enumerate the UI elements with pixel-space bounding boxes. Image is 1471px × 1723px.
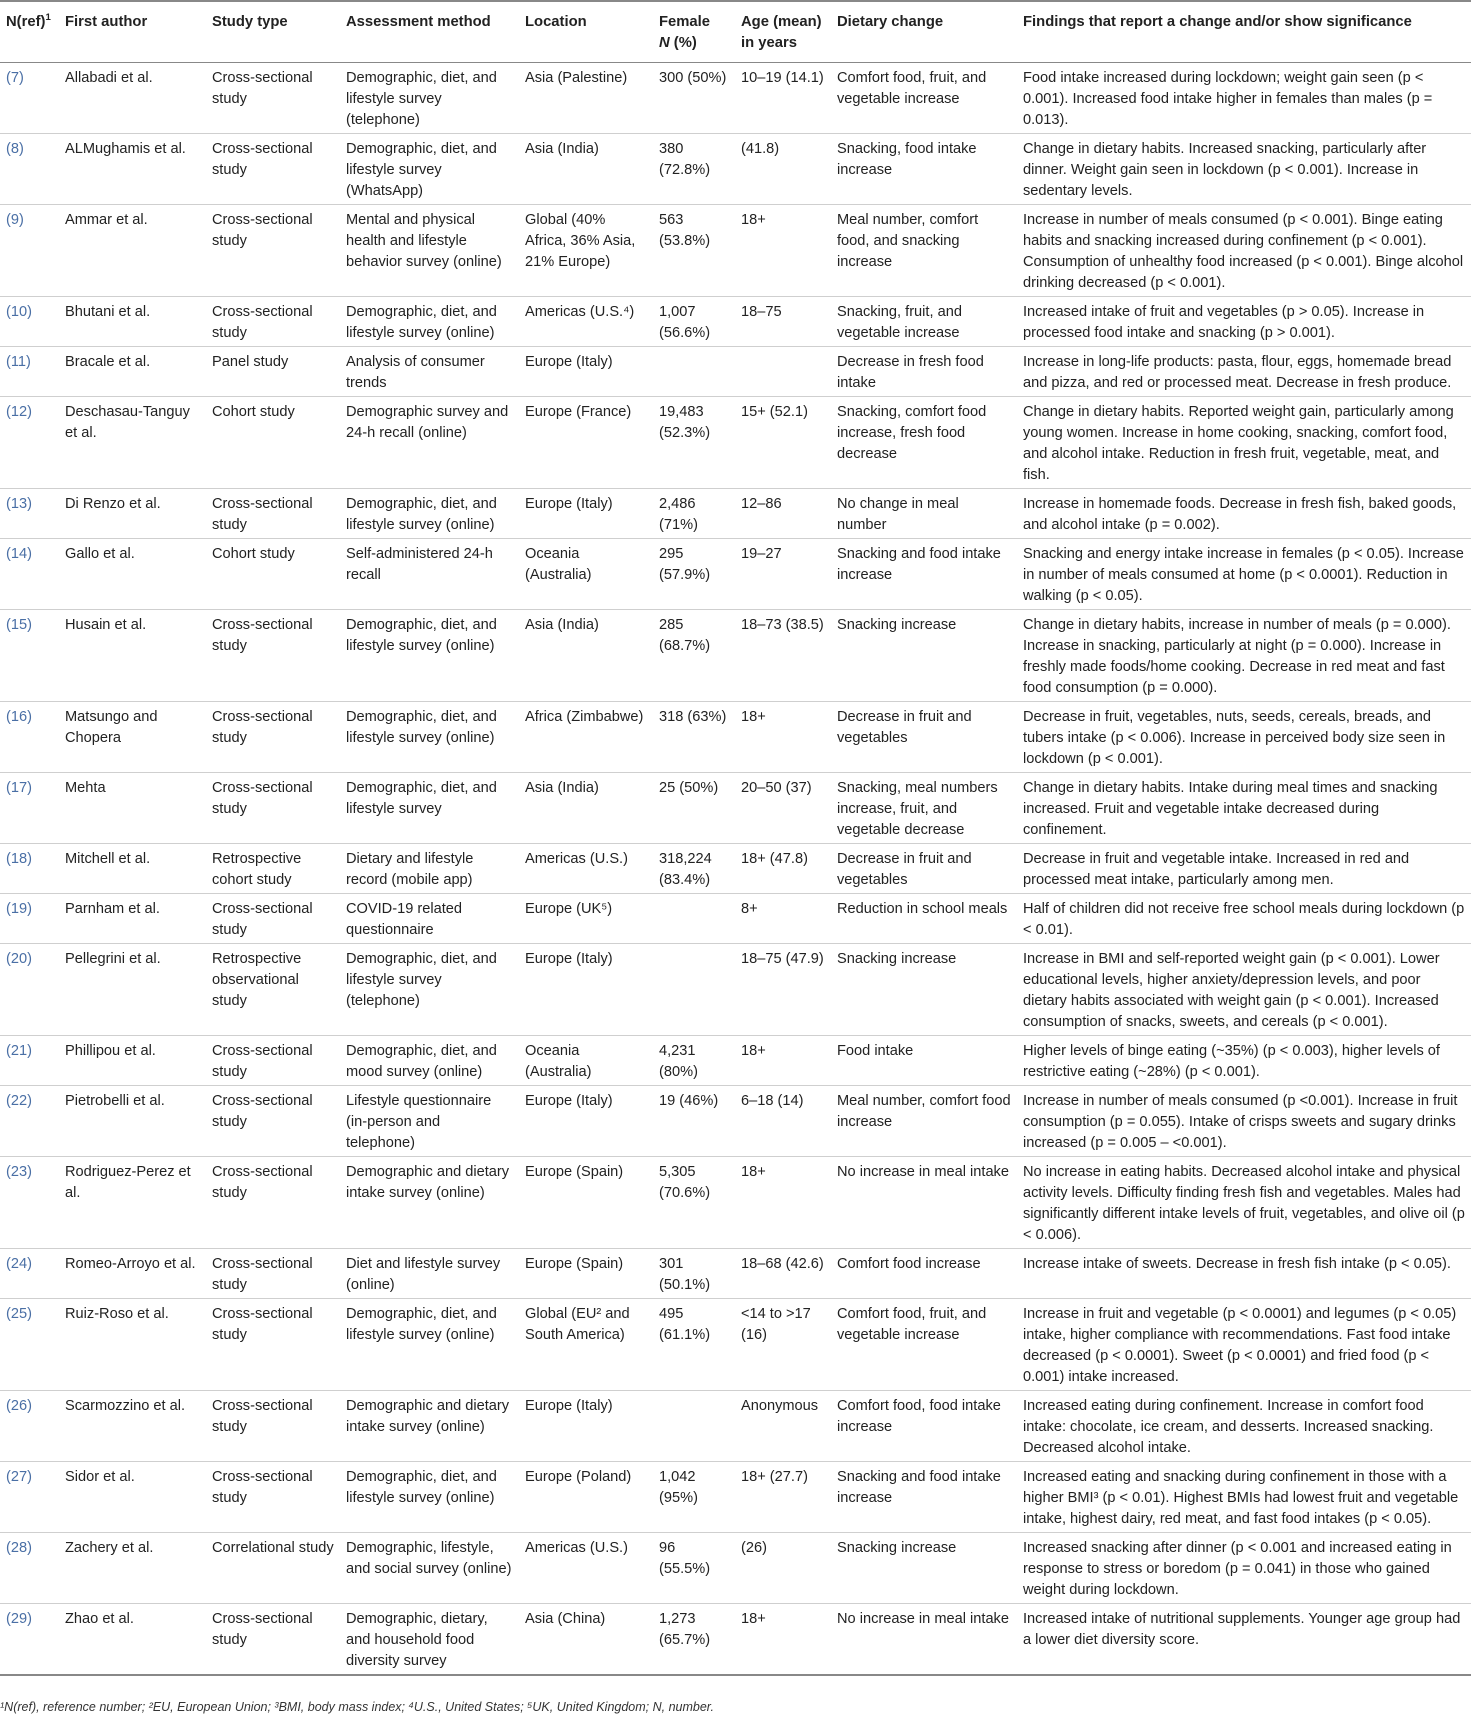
cell-findings: Half of children did not receive free school meals during lockdown (p < 0.01).	[1017, 894, 1471, 944]
cell-findings: Higher levels of binge eating (~35%) (p < 0.003), higher levels of restrictive eating (~28%) (p < 0.001).	[1017, 1036, 1471, 1086]
cell-dietary-change: Snacking, fruit, and vegetable increase	[831, 297, 1017, 347]
cell-dietary-change: Comfort food increase	[831, 1249, 1017, 1299]
cell-first-author: Phillipou et al.	[59, 1036, 206, 1086]
cell-ref: (24)	[0, 1249, 59, 1299]
cell-ref: (11)	[0, 347, 59, 397]
cell-first-author: Sidor et al.	[59, 1462, 206, 1533]
cell-assessment-method: Demographic, dietary, and household food diversity survey	[340, 1604, 519, 1676]
header-row	[0, 1, 1471, 63]
cell-study-type: Cohort study	[206, 397, 340, 489]
cell-female: 495 (61.1%)	[653, 1299, 735, 1391]
cell-first-author: Pellegrini et al.	[59, 944, 206, 1036]
table-row	[0, 1533, 1471, 1604]
cell-study-type: Cross-sectional study	[206, 134, 340, 205]
cell-female: 318 (63%)	[653, 702, 735, 773]
cell-findings: Decrease in fruit and vegetable intake. Increased in red and processed meat intake, particularly among men.	[1017, 844, 1471, 894]
cell-ref: (19)	[0, 894, 59, 944]
cell-dietary-change: Snacking and food intake increase	[831, 1462, 1017, 1533]
table-row	[0, 489, 1471, 539]
cell-female: 295 (57.9%)	[653, 539, 735, 610]
cell-location: Europe (Italy)	[519, 489, 653, 539]
cell-findings: No increase in eating habits. Decreased alcohol intake and physical activity levels. Difficulty finding fresh fish and vegetables. Males had significantly different intake levels of fruit, vegetables, and olive oil (p < 0.006).	[1017, 1157, 1471, 1249]
table-row	[0, 1036, 1471, 1086]
cell-assessment-method: Demographic, diet, and lifestyle survey	[340, 773, 519, 844]
cell-first-author: Mitchell et al.	[59, 844, 206, 894]
cell-assessment-method: Self-administered 24-h recall	[340, 539, 519, 610]
cell-study-type: Cross-sectional study	[206, 1036, 340, 1086]
cell-assessment-method: Demographic, diet, and lifestyle survey (online)	[340, 297, 519, 347]
cell-dietary-change: Snacking, food intake increase	[831, 134, 1017, 205]
cell-study-type: Retrospective observational study	[206, 944, 340, 1036]
cell-age: (41.8)	[735, 134, 831, 205]
cell-first-author: Di Renzo et al.	[59, 489, 206, 539]
cell-dietary-change: Decrease in fruit and vegetables	[831, 844, 1017, 894]
cell-dietary-change: Snacking, meal numbers increase, fruit, and vegetable decrease	[831, 773, 1017, 844]
cell-ref: (9)	[0, 205, 59, 297]
cell-dietary-change: Snacking increase	[831, 1533, 1017, 1604]
cell-location: Europe (Spain)	[519, 1157, 653, 1249]
cell-study-type: Cross-sectional study	[206, 1157, 340, 1249]
cell-study-type: Cross-sectional study	[206, 1086, 340, 1157]
cell-study-type: Cross-sectional study	[206, 1249, 340, 1299]
cell-age: 12–86	[735, 489, 831, 539]
cell-ref: (18)	[0, 844, 59, 894]
cell-assessment-method: Dietary and lifestyle record (mobile app)	[340, 844, 519, 894]
header-nref: N(ref)$^1$	[0, 1, 59, 63]
table-footnote: ¹N(ref), reference number; ²EU, European Union; ³BMI, body mass index; ⁴U.S., United States; ⁵UK, United Kingdom; N, number.	[0, 1700, 714, 1714]
table-row	[0, 610, 1471, 702]
cell-age: 18+	[735, 1036, 831, 1086]
cell-female	[653, 347, 735, 397]
table-row	[0, 844, 1471, 894]
cell-age: (26)	[735, 1533, 831, 1604]
table-row	[0, 1086, 1471, 1157]
cell-location: Americas (U.S.⁴)	[519, 297, 653, 347]
header-female: Female N (%)	[653, 1, 735, 63]
cell-location: Europe (France)	[519, 397, 653, 489]
cell-first-author: Allabadi et al.	[59, 63, 206, 134]
cell-findings: Change in dietary habits. Intake during meal times and snacking increased. Fruit and vegetable intake decreased during confinement.	[1017, 773, 1471, 844]
cell-study-type: Cross-sectional study	[206, 205, 340, 297]
cell-location: Europe (UK⁵)	[519, 894, 653, 944]
cell-assessment-method: Demographic, diet, and lifestyle survey (WhatsApp)	[340, 134, 519, 205]
cell-female: 96 (55.5%)	[653, 1533, 735, 1604]
cell-first-author: Romeo-Arroyo et al.	[59, 1249, 206, 1299]
cell-dietary-change: Snacking and food intake increase	[831, 539, 1017, 610]
table-row	[0, 1299, 1471, 1391]
cell-location: Oceania (Australia)	[519, 1036, 653, 1086]
cell-assessment-method: Demographic, diet, and lifestyle survey (telephone)	[340, 944, 519, 1036]
cell-age: 10–19 (14.1)	[735, 63, 831, 134]
cell-dietary-change: Snacking increase	[831, 944, 1017, 1036]
cell-assessment-method: COVID-19 related questionnaire	[340, 894, 519, 944]
cell-location: Europe (Italy)	[519, 944, 653, 1036]
table-row	[0, 773, 1471, 844]
cell-age: Anonymous	[735, 1391, 831, 1462]
cell-dietary-change: No increase in meal intake	[831, 1157, 1017, 1249]
cell-first-author: Deschasau-Tanguy et al.	[59, 397, 206, 489]
cell-dietary-change: No increase in meal intake	[831, 1604, 1017, 1676]
cell-first-author: Husain et al.	[59, 610, 206, 702]
cell-ref: (29)	[0, 1604, 59, 1676]
cell-dietary-change: Reduction in school meals	[831, 894, 1017, 944]
table-row	[0, 944, 1471, 1036]
cell-dietary-change: Comfort food, fruit, and vegetable increase	[831, 1299, 1017, 1391]
cell-location: Europe (Spain)	[519, 1249, 653, 1299]
cell-female: 318,224 (83.4%)	[653, 844, 735, 894]
cell-location: Asia (China)	[519, 1604, 653, 1676]
cell-assessment-method: Mental and physical health and lifestyle behavior survey (online)	[340, 205, 519, 297]
cell-dietary-change: Decrease in fruit and vegetables	[831, 702, 1017, 773]
cell-findings: Snacking and energy intake increase in females (p < 0.05). Increase in number of meals consumed at home (p < 0.0001). Reduction in walking (p < 0.05).	[1017, 539, 1471, 610]
cell-first-author: Bhutani et al.	[59, 297, 206, 347]
cell-first-author: Pietrobelli et al.	[59, 1086, 206, 1157]
cell-findings: Food intake increased during lockdown; weight gain seen (p < 0.001). Increased food intake higher in females than males (p = 0.013).	[1017, 63, 1471, 134]
cell-study-type: Cross-sectional study	[206, 1299, 340, 1391]
cell-first-author: Zhao et al.	[59, 1604, 206, 1676]
cell-ref: (16)	[0, 702, 59, 773]
cell-study-type: Cross-sectional study	[206, 1462, 340, 1533]
cell-location: Europe (Italy)	[519, 347, 653, 397]
cell-ref: (17)	[0, 773, 59, 844]
cell-first-author: Scarmozzino et al.	[59, 1391, 206, 1462]
cell-female: 285 (68.7%)	[653, 610, 735, 702]
cell-first-author: Parnham et al.	[59, 894, 206, 944]
cell-study-type: Cross-sectional study	[206, 489, 340, 539]
cell-female: 5,305 (70.6%)	[653, 1157, 735, 1249]
cell-dietary-change: Snacking, comfort food increase, fresh food decrease	[831, 397, 1017, 489]
cell-assessment-method: Analysis of consumer trends	[340, 347, 519, 397]
cell-first-author: Ruiz-Roso et al.	[59, 1299, 206, 1391]
cell-assessment-method: Lifestyle questionnaire (in-person and telephone)	[340, 1086, 519, 1157]
cell-location: Europe (Italy)	[519, 1086, 653, 1157]
cell-first-author: Zachery et al.	[59, 1533, 206, 1604]
cell-age: 18+	[735, 702, 831, 773]
cell-findings: Increase in long-life products: pasta, flour, eggs, homemade bread and pizza, and red or processed meat. Decrease in fresh produce.	[1017, 347, 1471, 397]
cell-location: Asia (Palestine)	[519, 63, 653, 134]
cell-study-type: Cohort study	[206, 539, 340, 610]
table-row	[0, 894, 1471, 944]
cell-study-type: Cross-sectional study	[206, 63, 340, 134]
cell-dietary-change: Snacking increase	[831, 610, 1017, 702]
cell-ref: (7)	[0, 63, 59, 134]
cell-study-type: Cross-sectional study	[206, 297, 340, 347]
cell-study-type: Cross-sectional study	[206, 702, 340, 773]
cell-age: 18–73 (38.5)	[735, 610, 831, 702]
cell-location: Europe (Italy)	[519, 1391, 653, 1462]
cell-age: 18–68 (42.6)	[735, 1249, 831, 1299]
cell-location: Global (EU² and South America)	[519, 1299, 653, 1391]
cell-female: 300 (50%)	[653, 63, 735, 134]
cell-study-type: Cross-sectional study	[206, 1604, 340, 1676]
cell-findings: Increase in fruit and vegetable (p < 0.0001) and legumes (p < 0.05) intake, higher compliance with recommendations. Fast food intake decreased (p < 0.0001). Sweet (p < 0.0001) and fried food (p < 0.001) intake increased.	[1017, 1299, 1471, 1391]
cell-assessment-method: Demographic, diet, and mood survey (online)	[340, 1036, 519, 1086]
cell-ref: (20)	[0, 944, 59, 1036]
cell-age	[735, 347, 831, 397]
cell-age: 18+ (27.7)	[735, 1462, 831, 1533]
cell-location: Asia (India)	[519, 610, 653, 702]
cell-age: 15+ (52.1)	[735, 397, 831, 489]
cell-first-author: Bracale et al.	[59, 347, 206, 397]
cell-findings: Increased eating and snacking during confinement in those with a higher BMI³ (p < 0.01). Highest BMIs had lowest fruit and vegetable intake, highest dairy, red meat, and fast food intakes (p < 0.05).	[1017, 1462, 1471, 1533]
cell-age: 6–18 (14)	[735, 1086, 831, 1157]
cell-assessment-method: Demographic, diet, and lifestyle survey (online)	[340, 1299, 519, 1391]
cell-dietary-change: Meal number, comfort food increase	[831, 1086, 1017, 1157]
table-header	[0, 1, 1471, 63]
header-study-type: Study type	[206, 1, 340, 63]
cell-ref: (27)	[0, 1462, 59, 1533]
cell-age: 18–75	[735, 297, 831, 347]
cell-dietary-change: Comfort food, fruit, and vegetable increase	[831, 63, 1017, 134]
cell-first-author: Rodriguez-Perez et al.	[59, 1157, 206, 1249]
cell-ref: (13)	[0, 489, 59, 539]
cell-assessment-method: Demographic, diet, and lifestyle survey (online)	[340, 610, 519, 702]
cell-dietary-change: Comfort food, food intake increase	[831, 1391, 1017, 1462]
cell-findings: Increased eating during confinement. Increase in comfort food intake: chocolate, ice cream, and desserts. Increased snacking. Decreased alcohol intake.	[1017, 1391, 1471, 1462]
cell-findings: Change in dietary habits. Reported weight gain, particularly among young women. Increase in home cooking, snacking, comfort food, and alcohol intake. Reduction in fresh fruit, vegetable, meat, and fish.	[1017, 397, 1471, 489]
cell-findings: Change in dietary habits, increase in number of meals (p = 0.000). Increase in snacking, particularly at night (p = 0.000). Increase in freshly made foods/home cooking. Decrease in red meat and fast food consumption (p = 0.000).	[1017, 610, 1471, 702]
header-assessment-method: Assessment method	[340, 1, 519, 63]
cell-findings: Increase in number of meals consumed (p < 0.001). Binge eating habits and snacking increased during confinement (p < 0.001). Consumption of unhealthy food increased (p < 0.001). Binge alcohol drinking decreased (p < 0.001).	[1017, 205, 1471, 297]
cell-age: 18–75 (47.9)	[735, 944, 831, 1036]
cell-location: Americas (U.S.)	[519, 1533, 653, 1604]
cell-assessment-method: Demographic, diet, and lifestyle survey (telephone)	[340, 63, 519, 134]
cell-female	[653, 894, 735, 944]
cell-assessment-method: Demographic, lifestyle, and social survey (online)	[340, 1533, 519, 1604]
cell-ref: (22)	[0, 1086, 59, 1157]
cell-location: Oceania (Australia)	[519, 539, 653, 610]
cell-first-author: Ammar et al.	[59, 205, 206, 297]
table-row	[0, 1157, 1471, 1249]
cell-female	[653, 1391, 735, 1462]
cell-findings: Change in dietary habits. Increased snacking, particularly after dinner. Weight gain seen in lockdown (p < 0.001). Increase in sedentary levels.	[1017, 134, 1471, 205]
cell-location: Asia (India)	[519, 134, 653, 205]
header-age: Age (mean) in years	[735, 1, 831, 63]
header-first-author: First author	[59, 1, 206, 63]
cell-findings: Decrease in fruit, vegetables, nuts, seeds, cereals, breads, and tubers intake (p < 0.006). Increase in perceived body size seen in lockdown (p < 0.001).	[1017, 702, 1471, 773]
cell-ref: (10)	[0, 297, 59, 347]
cell-study-type: Cross-sectional study	[206, 773, 340, 844]
header-location: Location	[519, 1, 653, 63]
cell-ref: (28)	[0, 1533, 59, 1604]
cell-female: 301 (50.1%)	[653, 1249, 735, 1299]
cell-assessment-method: Demographic, diet, and lifestyle survey (online)	[340, 1462, 519, 1533]
cell-female	[653, 944, 735, 1036]
cell-female: 1,042 (95%)	[653, 1462, 735, 1533]
table-row	[0, 1462, 1471, 1533]
cell-assessment-method: Demographic, diet, and lifestyle survey (online)	[340, 489, 519, 539]
cell-location: Asia (India)	[519, 773, 653, 844]
table-row	[0, 347, 1471, 397]
cell-assessment-method: Demographic and dietary intake survey (online)	[340, 1391, 519, 1462]
cell-findings: Increased intake of fruit and vegetables (p > 0.05). Increase in processed food intake and snacking (p > 0.001).	[1017, 297, 1471, 347]
cell-age: 8+	[735, 894, 831, 944]
cell-assessment-method: Demographic survey and 24-h recall (online)	[340, 397, 519, 489]
cell-age: 18+	[735, 1604, 831, 1676]
cell-age: <14 to >17 (16)	[735, 1299, 831, 1391]
cell-female: 19,483 (52.3%)	[653, 397, 735, 489]
table-row	[0, 297, 1471, 347]
table-row	[0, 539, 1471, 610]
cell-ref: (8)	[0, 134, 59, 205]
cell-dietary-change: Food intake	[831, 1036, 1017, 1086]
cell-dietary-change: Decrease in fresh food intake	[831, 347, 1017, 397]
cell-female: 1,007 (56.6%)	[653, 297, 735, 347]
cell-dietary-change: Meal number, comfort food, and snacking increase	[831, 205, 1017, 297]
cell-first-author: Gallo et al.	[59, 539, 206, 610]
cell-findings: Increase intake of sweets. Decrease in fresh fish intake (p < 0.05).	[1017, 1249, 1471, 1299]
cell-age: 20–50 (37)	[735, 773, 831, 844]
cell-age: 18+	[735, 205, 831, 297]
table-row	[0, 134, 1471, 205]
cell-study-type: Panel study	[206, 347, 340, 397]
table-row	[0, 63, 1471, 134]
cell-study-type: Correlational study	[206, 1533, 340, 1604]
cell-ref: (15)	[0, 610, 59, 702]
cell-study-type: Cross-sectional study	[206, 894, 340, 944]
cell-age: 18+	[735, 1157, 831, 1249]
cell-location: Americas (U.S.)	[519, 844, 653, 894]
cell-age: 19–27	[735, 539, 831, 610]
cell-findings: Increase in BMI and self-reported weight gain (p < 0.001). Lower educational levels, higher anxiety/depression levels, and poor dietary habits associated with weight gain (p < 0.001). Increased consumption of snacks, sweets, and cereals (p < 0.001).	[1017, 944, 1471, 1036]
cell-ref: (12)	[0, 397, 59, 489]
cell-first-author: ALMughamis et al.	[59, 134, 206, 205]
cell-female: 4,231 (80%)	[653, 1036, 735, 1086]
table-row	[0, 205, 1471, 297]
cell-location: Europe (Poland)	[519, 1462, 653, 1533]
table-row	[0, 702, 1471, 773]
table-body	[0, 63, 1471, 1676]
cell-female: 563 (53.8%)	[653, 205, 735, 297]
header-findings: Findings that report a change and/or show significance	[1017, 1, 1471, 63]
cell-study-type: Cross-sectional study	[206, 1391, 340, 1462]
cell-findings: Increased snacking after dinner (p < 0.001 and increased eating in response to stress or boredom (p = 0.041) in those who gained weight during lockdown.	[1017, 1533, 1471, 1604]
cell-ref: (23)	[0, 1157, 59, 1249]
table-row	[0, 1391, 1471, 1462]
cell-findings: Increase in homemade foods. Decrease in fresh fish, baked goods, and alcohol intake (p = 0.002).	[1017, 489, 1471, 539]
cell-dietary-change: No change in meal number	[831, 489, 1017, 539]
cell-ref: (25)	[0, 1299, 59, 1391]
cell-age: 18+ (47.8)	[735, 844, 831, 894]
cell-findings: Increase in number of meals consumed (p <0.001). Increase in fruit consumption (p = 0.055). Intake of crisps sweets and sugary drinks increased (p = 0.005 – <0.001).	[1017, 1086, 1471, 1157]
table-row	[0, 1249, 1471, 1299]
cell-female: 19 (46%)	[653, 1086, 735, 1157]
cell-ref: (26)	[0, 1391, 59, 1462]
cell-ref: (14)	[0, 539, 59, 610]
cell-first-author: Mehta	[59, 773, 206, 844]
cell-study-type: Cross-sectional study	[206, 610, 340, 702]
cell-location: Global (40% Africa, 36% Asia, 21% Europe)	[519, 205, 653, 297]
cell-location: Africa (Zimbabwe)	[519, 702, 653, 773]
cell-assessment-method: Diet and lifestyle survey (online)	[340, 1249, 519, 1299]
header-dietary-change: Dietary change	[831, 1, 1017, 63]
cell-female: 380 (72.8%)	[653, 134, 735, 205]
cell-assessment-method: Demographic and dietary intake survey (online)	[340, 1157, 519, 1249]
cell-assessment-method: Demographic, diet, and lifestyle survey (online)	[340, 702, 519, 773]
cell-female: 2,486 (71%)	[653, 489, 735, 539]
cell-female: 25 (50%)	[653, 773, 735, 844]
cell-findings: Increased intake of nutritional supplements. Younger age group had a lower diet diversity score.	[1017, 1604, 1471, 1676]
cell-first-author: Matsungo and Chopera	[59, 702, 206, 773]
cell-study-type: Retrospective cohort study	[206, 844, 340, 894]
table-row	[0, 397, 1471, 489]
cell-ref: (21)	[0, 1036, 59, 1086]
cell-female: 1,273 (65.7%)	[653, 1604, 735, 1676]
table-row	[0, 1604, 1471, 1676]
